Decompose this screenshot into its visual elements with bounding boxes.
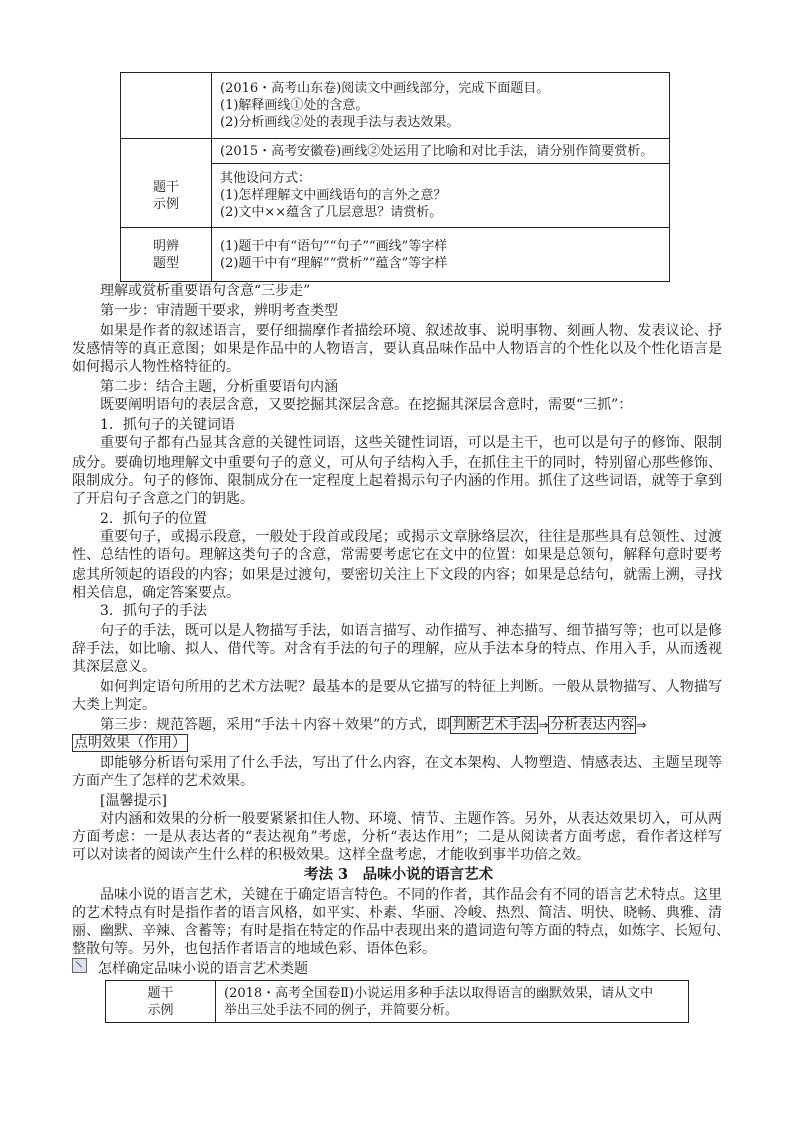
table-cell-content (212, 164, 670, 228)
table-line: (2016・高考山东卷)阅读文中画线部分，完成下面题目。 (220, 81, 550, 96)
table-cell-content (212, 228, 670, 282)
paragraph-line: 其深层意义。 (72, 659, 156, 675)
step-two: 第二步：结合主题，分析重要语句内涵 (100, 379, 338, 395)
sub-heading: 3．抓句子的手法 (100, 603, 207, 619)
table-line: (1)解释画线①处的含意。 (220, 98, 369, 113)
step-one: 第一步：审清题干要求，辨明考查类型 (100, 303, 338, 319)
paragraph-line: 重要句子，或揭示段意，一般处于段首或段尾；或揭示文章脉络层次，往往是那些具有总领性、过渡 (100, 529, 722, 545)
paragraph-line: 如果是作者的叙述语言，要仔细揣摩作者描绘环境、叙述故事、说明事物、刻画人物、发表议论、抒 (100, 323, 722, 339)
paragraph-line: 如何判定语句所用的艺术方法呢？最基本的是要从它描写的特征上判断。一般从景物描写、人物描写 (100, 679, 722, 695)
tip-label: [温馨提示] (100, 793, 167, 809)
table-line: (2015・高考安徽卷)画线②处运用了比喻和对比手法，请分别作简要赏析。 (220, 143, 654, 159)
paragraph-line: 性、总结性的语句。理解这类句子的含意，常需要考虑它在文中的位置：如果是总领句，解释句意时要考 (72, 547, 722, 563)
paragraph-line: 大类上判定。 (72, 697, 156, 713)
table-line: (1)怎样理解文中画线语句的言外之意？ (220, 188, 447, 203)
question-type-table (120, 72, 670, 282)
table-cell-label: 题干 示例 (106, 981, 216, 1023)
table-line: 举出三处手法不同的例子，并简要分析。 (224, 1002, 459, 1018)
section-title: 考法 3 品味小说的语言艺术 (304, 866, 494, 883)
sub-heading: 2．抓句子的位置 (100, 511, 207, 527)
table-line: (2)文中××蕴含了几层意思？请赏析。 (220, 205, 443, 220)
paragraph-line: 既要阐明语句的表层含意，又要挖掘其深层含意。在挖掘其深层含意时，需要“三抓”： (100, 397, 633, 413)
table-line: (1)题干中有“语句”“句子”“画线”等字样 (220, 238, 448, 254)
paragraph-line: 限制成分。句子的修饰、限制成分在一定程度上起着揭示句子内涵的作用。抓住了这些词语，就等于拿到 (72, 473, 722, 489)
paragraph-line: 了开启句子含意之门的钥匙。 (72, 491, 254, 507)
steps-heading: 理解或赏析重要语句含意“三步走” (100, 283, 311, 299)
paragraph-line: 丽、幽默、辛辣、含蓄等；有时是指在特定的作品中表现出来的遣词造句等方面的特点，如炼字、长短句、 (72, 923, 730, 939)
step-three: 第三步：规范答题，采用“手法＋内容＋效果”的方式，即 判断艺术手法 ⇒ 分析表达内容 ⇒ (100, 717, 647, 733)
paragraph-line: 整散句等。另外，也包括作者语言的地域色彩、语体色彩。 (72, 941, 436, 957)
table-line: 其他设问方式： (220, 171, 312, 186)
table-cell-label (121, 73, 212, 139)
paragraph-line: 相关信息，确定答案要点。 (72, 585, 240, 601)
table-cell-content (216, 981, 689, 1023)
note-icon (72, 958, 87, 973)
table-line: (2018・高考全国卷Ⅱ)小说运用多种手法以取得语言的幽默效果，请从文中 (224, 985, 654, 1001)
paragraph-line: 成分。要确切地理解文中重要句子的意义，可从句子结构入手，在抓住主干的同时，特别留心那些修饰、 (72, 455, 722, 471)
table-line: (2)题干中有“理解”“赏析”“蕴含”等字样 (220, 255, 448, 271)
paragraph-line: 方面产生了怎样的艺术效果。 (72, 773, 254, 789)
example-table (105, 980, 689, 1023)
paragraph-line: 即能够分析语句采用了什么手法，写出了什么内容，在文本架构、人物塑造、情感表达、主题呈现等 (100, 755, 722, 771)
sub-heading: 怎样确定品味小说的语言艺术类题 (98, 961, 308, 977)
sub-heading: 1．抓句子的关键词语 (100, 417, 235, 433)
paragraph-line: 重要句子都有凸显其含意的关键性词语，这些关键性词语，可以是主干，也可以是句子的修饰、限制 (100, 435, 722, 451)
paragraph-line: 可以对读者的阅读产生什么样的积极效果。这样全盘考虑，才能收到事半功倍之效。 (72, 847, 590, 863)
paragraph-line: 的艺术特点有时是指作者的语言风格，如平实、朴素、华丽、冷峻、热烈、简洁、明快、晓畅、典雅、清 (72, 905, 722, 921)
paragraph-line: 句子的手法，既可以是人物描写手法，如语言描写、动作描写、神态描写、细节描写等；也可以是修 (100, 623, 722, 639)
effect-box: 点明效果（作用） (74, 735, 186, 751)
arrow-icon: ⇒ (636, 718, 647, 732)
paragraph-line: 品味小说的语言艺术，关键在于确定语言特色。不同的作者，其作品会有不同的语言艺术特点。这里 (100, 887, 722, 903)
table-cell-label: 明辨 题型 (121, 228, 212, 282)
body-text (72, 282, 722, 845)
paragraph-line: 发感情等的真正意图；如果是作品中的人物语言，要认真品味作品中人物语言的个性化以及个性化语言是 (72, 341, 722, 357)
table-line: (2)分析画线②处的表现手法与表达效果。 (220, 115, 460, 130)
paragraph-line: 虑其所领起的语段的内容；如果是过渡句，要密切关注上下文段的内容；如果是总结句，就需上溯，寻找 (72, 567, 722, 583)
paragraph-line: 辞手法，如比喻、拟人、借代等。对含有手法的句子的理解，应从手法本身的特点、作用入手，从而透视 (72, 641, 722, 657)
content-box: 分析表达内容 (550, 717, 635, 733)
arrow-icon: ⇒ (538, 718, 549, 732)
paragraph-line: 如何揭示人物性格特征的。 (72, 359, 240, 375)
paragraph-line: 方面考虑：一是从表达者的“表达视角”考虑，分析“表达作用”；二是从阅读者方面考虑，看作者这样写 (72, 829, 722, 845)
method-box: 判断艺术手法 (452, 717, 537, 733)
table-cell-content (212, 73, 670, 139)
table-cell-label: 题干 示例 (121, 139, 212, 228)
table-cell-content (212, 139, 670, 164)
paragraph-line: 对内涵和效果的分析一般要紧紧扣住人物、环境、情节、主题作答。另外，从表达效果切入，可从两 (100, 811, 722, 827)
